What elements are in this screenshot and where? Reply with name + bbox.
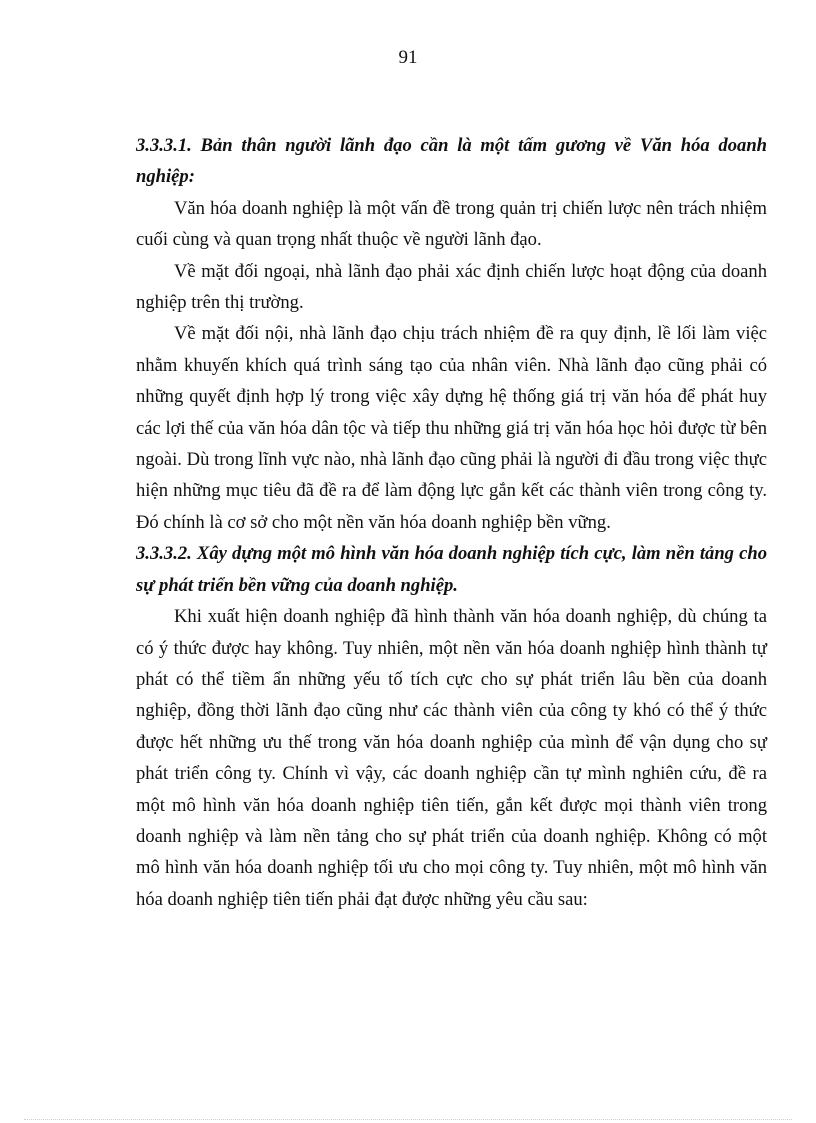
paragraph: Về mặt đối ngoại, nhà lãnh đạo phải xác định chiến lược hoạt động của doanh nghiệp trên thị trường. (136, 260, 767, 314)
paragraph: Khi xuất hiện doanh nghiệp đã hình thành văn hóa doanh nghiệp, dù chúng ta có ý thức được hay không. Tuy nhiên, một nền văn hóa doanh nghiệp hình thành tự phát có thể tiềm ẩn những yếu tố tích cực cho sự phát triển lâu bền của doanh nghiệp, đồng thời lãnh đạo cũng như các thành viên của công ty khó có thể ý thức được hết những ưu thế trong văn hóa doanh nghiệp của mình để vận dụng cho sự phát triển công ty. Chính vì vậy, các doanh nghiệp cần tự mình nghiên cứu, đề ra một mô hình văn hóa doanh nghiệp tiên tiến, gắn kết được mọi thành viên trong doanh nghiệp và làm nền tảng cho sự phát triển của doanh nghiệp. Không có một mô hình văn hóa doanh nghiệp tối ưu cho mọi công ty. Tuy nhiên, một mô hình văn hóa doanh nghiệp tiên tiến phải đạt được những yêu cầu sau: (136, 606, 767, 910)
paragraph: Về mặt đối nội, nhà lãnh đạo chịu trách nhiệm đề ra quy định, lề lối làm việc nhằm khuyến khích quá trình sáng tạo của nhân viên. Nhà lãnh đạo cũng phải có những quyết định hợp lý trong việc xây dựng hệ thống giá trị văn hóa để phát huy các lợi thế của văn hóa dân tộc và tiếp thu những giá trị văn hóa học hỏi được từ bên ngoài. Dù trong lĩnh vực nào, nhà lãnh đạo cũng phải là người đi đầu trong việc thực hiện những mục tiêu đã đề ra để làm động lực gắn kết các thành viên trong công ty. Đó chính là cơ sở cho một nền văn hóa doanh nghiệp bền vững. (136, 323, 767, 533)
section-heading: 3.3.3.2. Xây dựng một mô hình văn hóa doanh nghiệp tích cực, làm nền tảng cho sự phát triển bền vững của doanh nghiệp. (136, 543, 767, 596)
page-number: 91 (398, 47, 418, 68)
section-heading: 3.3.3.1. Bản thân người lãnh đạo cần là một tấm gương về Văn hóa doanh nghiệp: (136, 135, 767, 188)
page-bottom-divider (24, 1119, 792, 1120)
paragraph: Văn hóa doanh nghiệp là một vấn đề trong quản trị chiến lược nên trách nhiệm cuối cùng và quan trọng nhất thuộc về người lãnh đạo. (136, 197, 767, 251)
document-body (136, 130, 767, 915)
